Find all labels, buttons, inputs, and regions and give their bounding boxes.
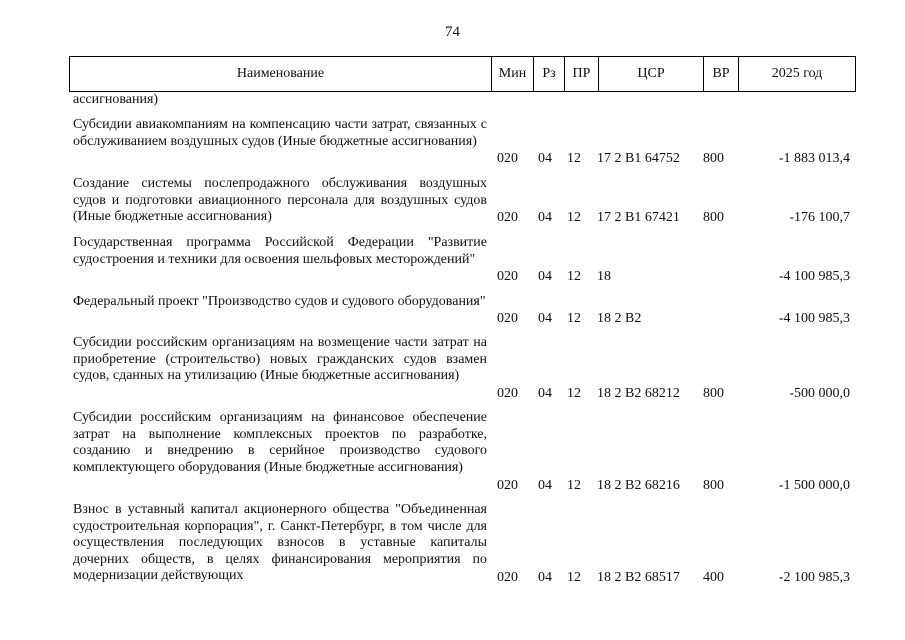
continuation-text: ассигнования) (73, 92, 159, 107)
row-vr: 800 (703, 478, 724, 493)
row-amount: -2 100 985,3 (778, 570, 850, 585)
row-vr: 800 (703, 210, 724, 225)
row-csr: 18 2 В2 68216 (597, 478, 680, 493)
row-pr: 12 (567, 386, 581, 401)
row-pr: 12 (567, 210, 581, 225)
header-year: 2025 год (739, 57, 856, 92)
row-pr: 12 (567, 478, 581, 493)
row-vr: 800 (703, 386, 724, 401)
header-min: Мин (492, 57, 534, 92)
row-min: 020 (497, 386, 518, 401)
row-csr: 18 2 В2 68517 (597, 570, 680, 585)
row-min: 020 (497, 570, 518, 585)
row-vr: 400 (703, 570, 724, 585)
row-name: Государственная программа Российской Федерации "Развитие судостроения и техники для освоения шельфовых месторождений" (73, 235, 487, 267)
row-name: Субсидии авиакомпаниям на компенсацию части затрат, связанных с обслуживанием воздушных судов (Иные бюджетные ассигнования) (73, 117, 487, 149)
row-min: 020 (497, 478, 518, 493)
header-csr: ЦСР (599, 57, 704, 92)
row-amount: -4 100 985,3 (778, 269, 850, 284)
row-csr: 17 2 В1 64752 (597, 151, 680, 166)
header-pr: ПР (565, 57, 599, 92)
row-amount: -500 000,0 (789, 386, 850, 401)
row-amount: -4 100 985,3 (778, 311, 850, 326)
row-min: 020 (497, 269, 518, 284)
row-pr: 12 (567, 151, 581, 166)
row-rz: 04 (538, 570, 552, 585)
row-name: Создание системы послепродажного обслуживания воздушных судов и подготовки авиационного персонала для воздушных судов (Иные бюджетные ассигнования) (73, 176, 487, 224)
row-vr: 800 (703, 151, 724, 166)
page-number: 74 (445, 24, 460, 40)
row-pr: 12 (567, 570, 581, 585)
row-rz: 04 (538, 151, 552, 166)
row-min: 020 (497, 210, 518, 225)
row-amount: -1 883 013,4 (778, 151, 850, 166)
row-min: 020 (497, 151, 518, 166)
header-rz: Рз (534, 57, 565, 92)
header-name: Наименование (70, 57, 492, 92)
header-vr: ВР (704, 57, 739, 92)
row-name: Субсидии российским организациям на возмещение части затрат на приобретение (строительство) новых гражданских судов взамен судов, сданных на утилизацию (Иные бюджетные ассигнования) (73, 335, 487, 383)
row-rz: 04 (538, 311, 552, 326)
row-amount: -176 100,7 (789, 210, 850, 225)
row-csr: 18 2 В2 68212 (597, 386, 680, 401)
row-csr: 18 2 В2 (597, 311, 642, 326)
row-pr: 12 (567, 311, 581, 326)
row-name: Субсидии российским организациям на финансовое обеспечение затрат на выполнение комплексных проектов по разработке, созданию и внедрению в серийное производство судового комплектующего оборудования (Иные бюджетные ассигнования) (73, 410, 487, 475)
row-name: Федеральный проект "Производство судов и судового оборудования" (73, 294, 486, 309)
row-csr: 18 (597, 269, 611, 284)
row-csr: 17 2 В1 67421 (597, 210, 680, 225)
row-pr: 12 (567, 269, 581, 284)
row-rz: 04 (538, 386, 552, 401)
row-rz: 04 (538, 210, 552, 225)
row-name: Взнос в уставный капитал акционерного общества "Объединенная судостроительная корпорация", г. Санкт-Петербург, в том числе для осуществления последующих взносов в уставные капиталы дочерних обществ, в целях финансирования мероприятия по модернизации действующих (73, 502, 487, 583)
row-min: 020 (497, 311, 518, 326)
row-amount: -1 500 000,0 (778, 478, 850, 493)
row-rz: 04 (538, 269, 552, 284)
row-rz: 04 (538, 478, 552, 493)
